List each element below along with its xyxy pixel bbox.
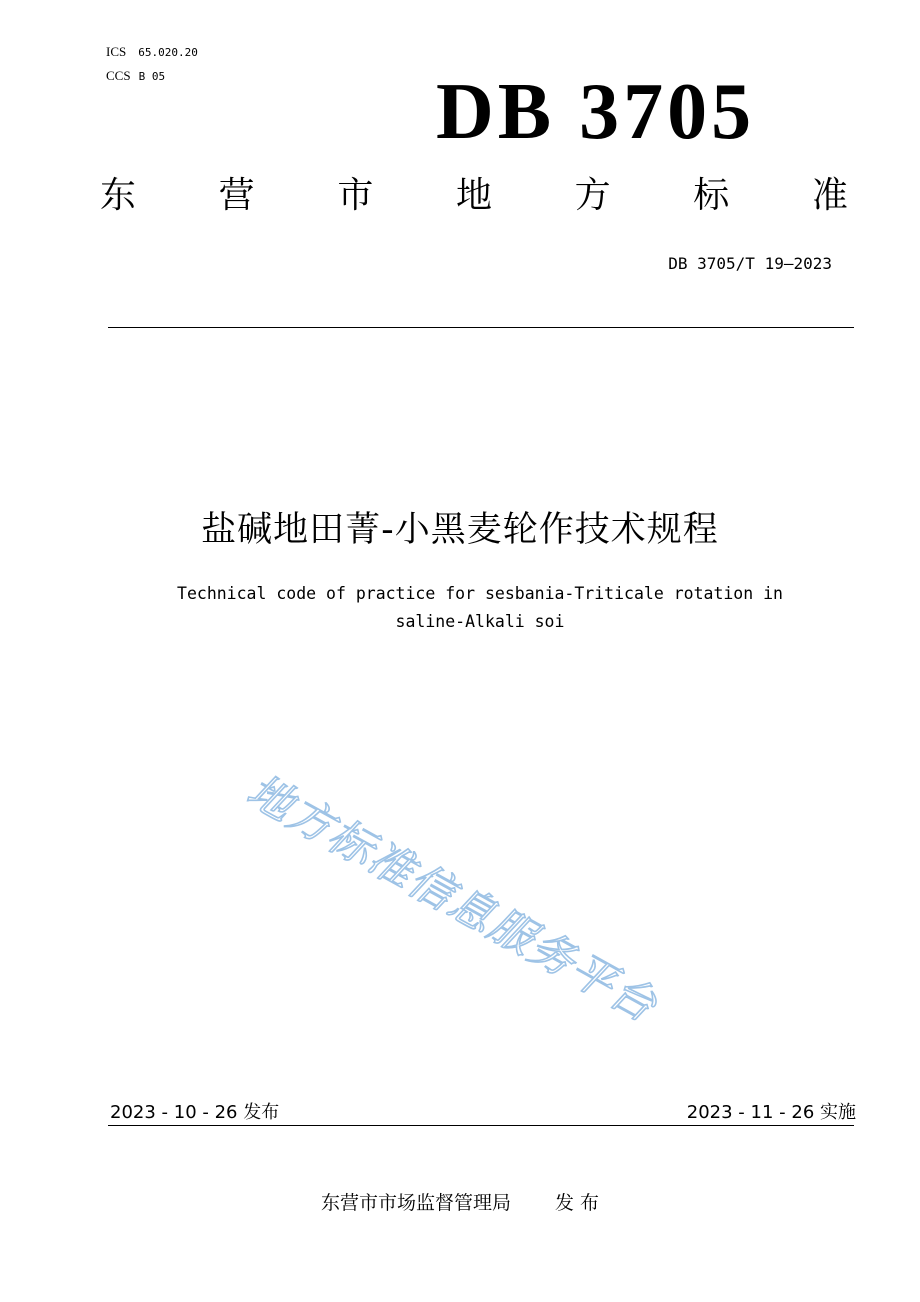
issuer-line — [0, 1188, 920, 1215]
std-type-char: 方 — [574, 175, 611, 216]
std-type-char: 市 — [337, 175, 374, 216]
issuer-name: 东营市市场监督管理局 — [320, 1192, 511, 1214]
std-type-char: 准 — [811, 175, 848, 216]
title-chinese: 盐碱地田菁-小黑麦轮作技术规程 — [201, 510, 719, 550]
ics-classification — [106, 44, 198, 60]
ics-label: ICS — [106, 44, 127, 59]
std-type-char: 地 — [455, 175, 492, 216]
issue-date: 2023 - 10 - 26 发布 — [110, 1102, 280, 1123]
std-type-char: 标 — [693, 175, 730, 216]
title-english-line1: Technical code of practice for sesbania-Triticale rotation in — [177, 584, 783, 603]
title-english — [130, 580, 830, 636]
top-divider — [108, 327, 854, 328]
issuer-action: 发 布 — [554, 1192, 600, 1214]
db-mark: DB 3705 — [436, 68, 756, 156]
implementation-date: 2023 - 11 - 26 实施 — [686, 1102, 856, 1123]
ccs-classification — [106, 68, 165, 84]
standard-type-heading — [100, 175, 848, 216]
title-english-line2: saline-Alkali soi — [395, 612, 565, 631]
std-type-char: 营 — [218, 175, 255, 216]
standard-number: DB 3705/T 19—2023 — [668, 254, 832, 273]
ccs-code: B 05 — [138, 70, 166, 83]
watermark-text: 地方标准信息服务平台 — [238, 765, 666, 1033]
ccs-label: CCS — [106, 68, 131, 83]
ics-code: 65.020.20 — [138, 46, 198, 59]
watermark — [232, 760, 752, 1060]
std-type-char: 东 — [100, 175, 137, 216]
bottom-divider — [108, 1125, 854, 1126]
